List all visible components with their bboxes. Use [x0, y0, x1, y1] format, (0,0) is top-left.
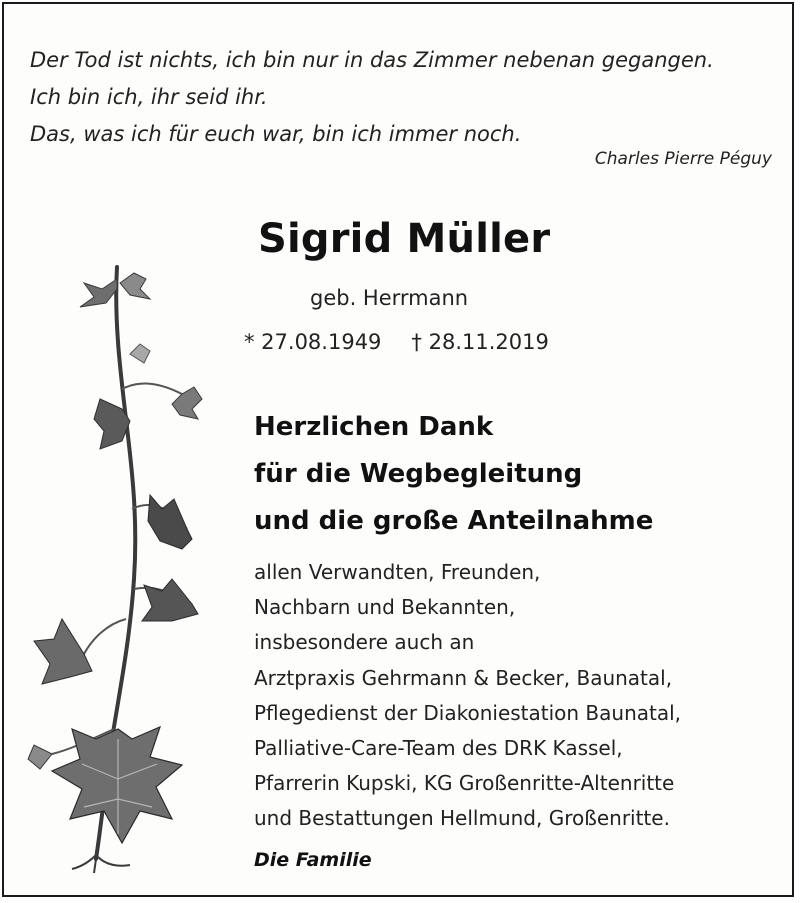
- quote-line: Ich bin ich, ihr seid ihr.: [30, 85, 268, 109]
- headline-line: und die große Anteilnahme: [254, 506, 654, 536]
- ivy-branch-icon: [22, 259, 212, 879]
- quote-line: Das, was ich für euch war, bin ich immer noch.: [30, 122, 522, 146]
- recipients-list: [254, 555, 681, 837]
- recipient-line: Pfarrerin Kupski, KG Großenritte-Altenritte: [254, 771, 675, 796]
- recipient-line: Arztpraxis Gehrmann & Becker, Baunatal,: [254, 665, 673, 690]
- thanks-headline: [254, 404, 653, 545]
- recipient-line: und Bestattungen Hellmund, Großenritte.: [254, 806, 670, 831]
- quote-line: Der Tod ist nichts, ich bin nur in das Zimmer nebenan gegangen.: [30, 48, 714, 72]
- birth-date: * 27.08.1949: [244, 330, 382, 354]
- recipient-line: insbesondere auch an: [254, 630, 475, 655]
- quote-author: Charles Pierre Péguy: [594, 149, 772, 169]
- recipient-line: Pflegedienst der Diakoniestation Baunatal,: [254, 700, 682, 725]
- death-date: † 28.11.2019: [411, 330, 549, 354]
- life-dates: [244, 330, 549, 354]
- family-signature: Die Familie: [254, 849, 372, 871]
- headline-line: Herzlichen Dank: [254, 412, 494, 442]
- recipient-line: allen Verwandten, Freunden,: [254, 560, 541, 584]
- deceased-name: Sigrid Müller: [258, 216, 551, 262]
- obituary-frame: [2, 2, 794, 897]
- recipient-line: Nachbarn und Bekannten,: [254, 595, 516, 620]
- birth-name: geb. Herrmann: [310, 286, 469, 310]
- recipient-line: Palliative-Care-Team des DRK Kassel,: [254, 736, 623, 761]
- quote-block: [30, 42, 714, 153]
- headline-line: für die Wegbegleitung: [254, 459, 583, 489]
